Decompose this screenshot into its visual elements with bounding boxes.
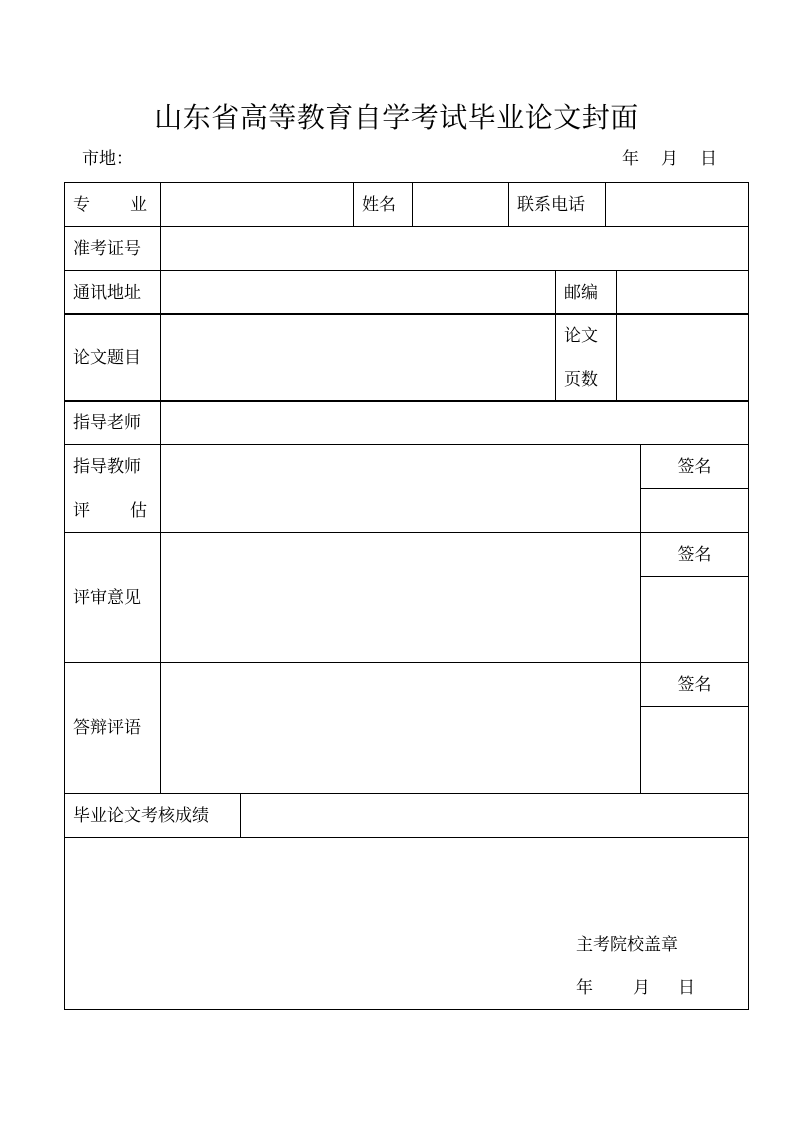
footer-day: 日 [678,978,695,998]
major-label [64,182,161,227]
thesis-title-label: 论文题目 [64,313,161,402]
advisor-signature-field[interactable] [640,488,749,533]
review-label: 评审意见 [64,532,161,663]
advisor-signature-label: 签名 [640,444,749,489]
pages-field[interactable] [616,313,749,402]
header-date [622,148,717,170]
advisor-eval-char1: 评 [73,500,90,521]
major-label-char1: 专 [73,194,90,215]
exam-id-field[interactable] [160,226,749,271]
pages-label-line2: 页数 [564,369,598,390]
address-field[interactable] [160,270,556,315]
exam-id-label: 准考证号 [64,226,161,271]
grade-field[interactable] [240,793,749,838]
phone-label: 联系电话 [508,182,606,227]
pages-label [555,313,617,402]
seal-label: 主考院校盖章 [576,935,678,955]
advisor-eval-field[interactable] [160,444,641,533]
major-label-char2: 业 [130,194,147,215]
header-month: 月 [661,149,678,169]
postcode-label: 邮编 [555,270,617,315]
pages-label-line1: 论文 [564,325,598,346]
postcode-field[interactable] [616,270,749,315]
phone-field[interactable] [605,182,749,227]
address-label: 通讯地址 [64,270,161,315]
footer-year: 年 [576,978,593,998]
defense-signature-label: 签名 [640,662,749,707]
defense-label: 答辩评语 [64,662,161,794]
review-signature-field[interactable] [640,576,749,663]
defense-signature-field[interactable] [640,706,749,794]
advisor-eval-line2 [73,489,147,533]
grade-label: 毕业论文考核成绩 [64,793,241,838]
advisor-eval-line1: 指导教师 [73,456,141,477]
advisor-eval-label [64,444,161,533]
defense-field[interactable] [160,662,641,794]
footer-date [576,977,695,999]
advisor-label: 指导老师 [64,400,161,445]
review-signature-label: 签名 [640,532,749,577]
review-field[interactable] [160,532,641,663]
name-field[interactable] [412,182,509,227]
name-label: 姓名 [353,182,413,227]
footer-month: 月 [633,978,650,998]
advisor-eval-char2: 估 [130,500,147,521]
header-year: 年 [622,149,639,169]
thesis-title-field[interactable] [160,313,556,402]
advisor-field[interactable] [160,400,749,445]
city-label: 市地： [82,149,133,169]
header-day: 日 [700,149,717,169]
page-title: 山东省高等教育自学考试毕业论文封面 [154,101,639,134]
major-field[interactable] [160,182,354,227]
